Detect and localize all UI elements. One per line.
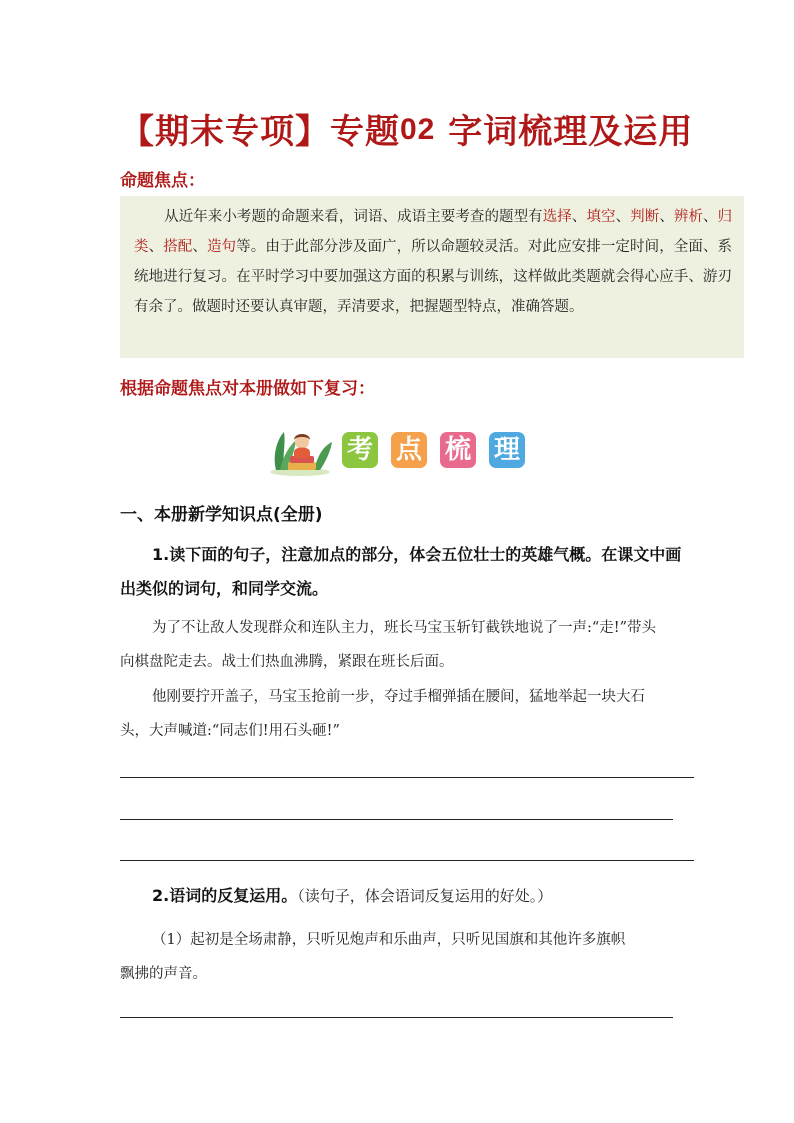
title-number: 02 — [400, 113, 436, 146]
answer-line[interactable] — [120, 777, 694, 778]
page-title — [120, 104, 693, 153]
separator: 、 — [703, 209, 718, 225]
exam-points-banner — [270, 424, 530, 476]
highlight-analyze: 辨析 — [673, 209, 704, 225]
passage-line-4: 头，大声喊道:“同志们!用石头砸!” — [120, 723, 340, 739]
highlight-choice: 选择 — [542, 209, 572, 225]
highlight-match: 搭配 — [163, 239, 193, 255]
answer-line[interactable] — [120, 1017, 673, 1018]
highlight-sentence: 造句 — [206, 239, 237, 255]
question-1-line2: 出类似的词句，和同学交流。 — [120, 579, 329, 598]
separator: 、 — [192, 239, 207, 255]
highlight-classify: 归类 — [134, 209, 733, 255]
badge-kao: 考 — [342, 432, 378, 468]
separator: 、 — [148, 239, 164, 255]
focus-heading: 命题焦点： — [120, 171, 205, 191]
badge-dian: 点 — [391, 432, 427, 468]
passage-line-3: 他刚要拧开盖子，马宝玉抢前一步，夺过手榴弹插在腰间，猛地举起一块大石 — [152, 689, 645, 705]
separator: 、 — [571, 209, 587, 225]
question-2 — [152, 883, 552, 906]
question-2-instruction: （读句子，体会语词反复运用的好处。） — [297, 887, 553, 905]
separator: 、 — [615, 209, 631, 225]
separator: 、 — [659, 209, 674, 225]
reading-girl-illustration — [270, 424, 334, 476]
review-heading: 根据命题焦点对本册做如下复习： — [120, 379, 375, 399]
badge-shu: 梳 — [440, 432, 476, 468]
focus-box — [120, 196, 744, 358]
highlight-fill: 填空 — [586, 209, 616, 225]
answer-line[interactable] — [120, 860, 694, 861]
sentence-1-line2: 飘拂的声音。 — [120, 966, 207, 982]
answer-line[interactable] — [120, 819, 673, 820]
sentence-1-line1: （1）起初是全场肃静，只听见炮声和乐曲声，只听见国旗和其他许多旗帜 — [152, 932, 626, 948]
badge-li: 理 — [489, 432, 525, 468]
title-part2: 字词梳理及运用 — [435, 112, 694, 152]
section-1-heading: 一、本册新学知识点(全册) — [120, 505, 323, 525]
passage-line-2: 向棋盘陀走去。战士们热血沸腾，紧跟在班长后面。 — [120, 654, 454, 670]
passage-line-1: 为了不让敌人发现群众和连队主力，班长马宝玉斩钉截铁地说了一声:“走!”带头 — [152, 620, 657, 636]
focus-text-1: 从近年来小考题的命题来看，词语、成语主要考查的题型有 — [164, 209, 543, 225]
highlight-judge: 判断 — [630, 209, 660, 225]
question-2-title: 2.语词的反复运用。 — [152, 886, 298, 905]
question-1-line1: 1.读下面的句子，注意加点的部分，体会五位壮士的英雄气概。在课文中画 — [152, 545, 682, 564]
focus-text-2: 等。由于此部分涉及面广，所以命题较灵活。对此应安排一定时间，全面、系统地进行复习。在平时学习中要加强这方面的积累与训练，这样做此类题就会得心应手、游刃有余了。做题时还要认真审题，弄清要求，把握题型特点，准确答题。 — [134, 239, 733, 315]
title-part1: 【期末专项】专题 — [120, 112, 400, 152]
